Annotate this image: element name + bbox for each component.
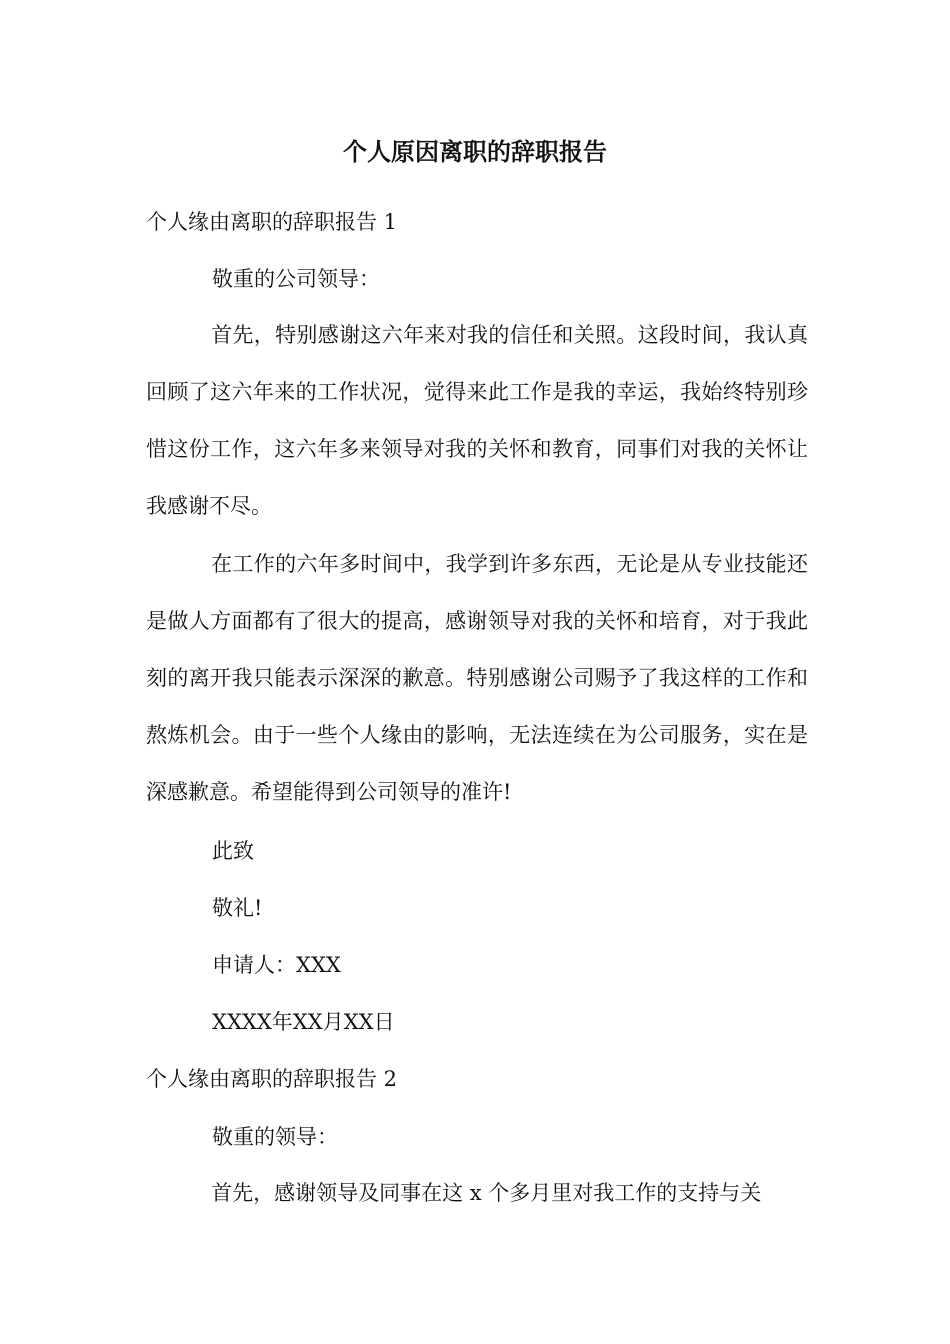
section-1-paragraph-1: 首先，特别感谢这六年来对我的信任和关照。这段时间，我认真回顾了这六年来的工作状况，觉得来此工作是我的幸运，我始终特别珍惜这份工作，这六年多来领导对我的关怀和教育，同事们对我的关怀让我感谢不尽。 — [146, 323, 808, 518]
document-title: 个人原因离职的辞职报告 — [343, 137, 607, 166]
section-1-paragraph-2: 在工作的六年多时间中，我学到许多东西，无论是从专业技能还是做人方面都有了很大的提高，感谢领导对我的关怀和培育，对于我此刻的离开我只能表示深深的歉意。特别感谢公司赐予了我这样的工作和熬炼机会。由于一些个人缘由的影响，无法连续在为公司服务，实在是深感歉意。希望能得到公司领导的准许! — [146, 552, 808, 804]
section-2-heading: 个人缘由离职的辞职报告 2 — [146, 1067, 398, 1091]
section-2-salutation: 敬重的领导： — [212, 1125, 338, 1149]
section-1-applicant: 申请人：XXX — [212, 953, 341, 977]
section-1-closing-2: 敬礼! — [212, 896, 263, 920]
section-1-closing-1: 此致 — [212, 839, 254, 863]
section-1-heading: 个人缘由离职的辞职报告 1 — [146, 210, 398, 234]
section-1-salutation: 敬重的公司领导： — [212, 267, 380, 291]
section-1-date: XXXX年XX月XX日 — [212, 1010, 395, 1034]
section-2-paragraph-1: 首先，感谢领导及同事在这 x 个多月里对我工作的支持与关 — [211, 1181, 762, 1205]
